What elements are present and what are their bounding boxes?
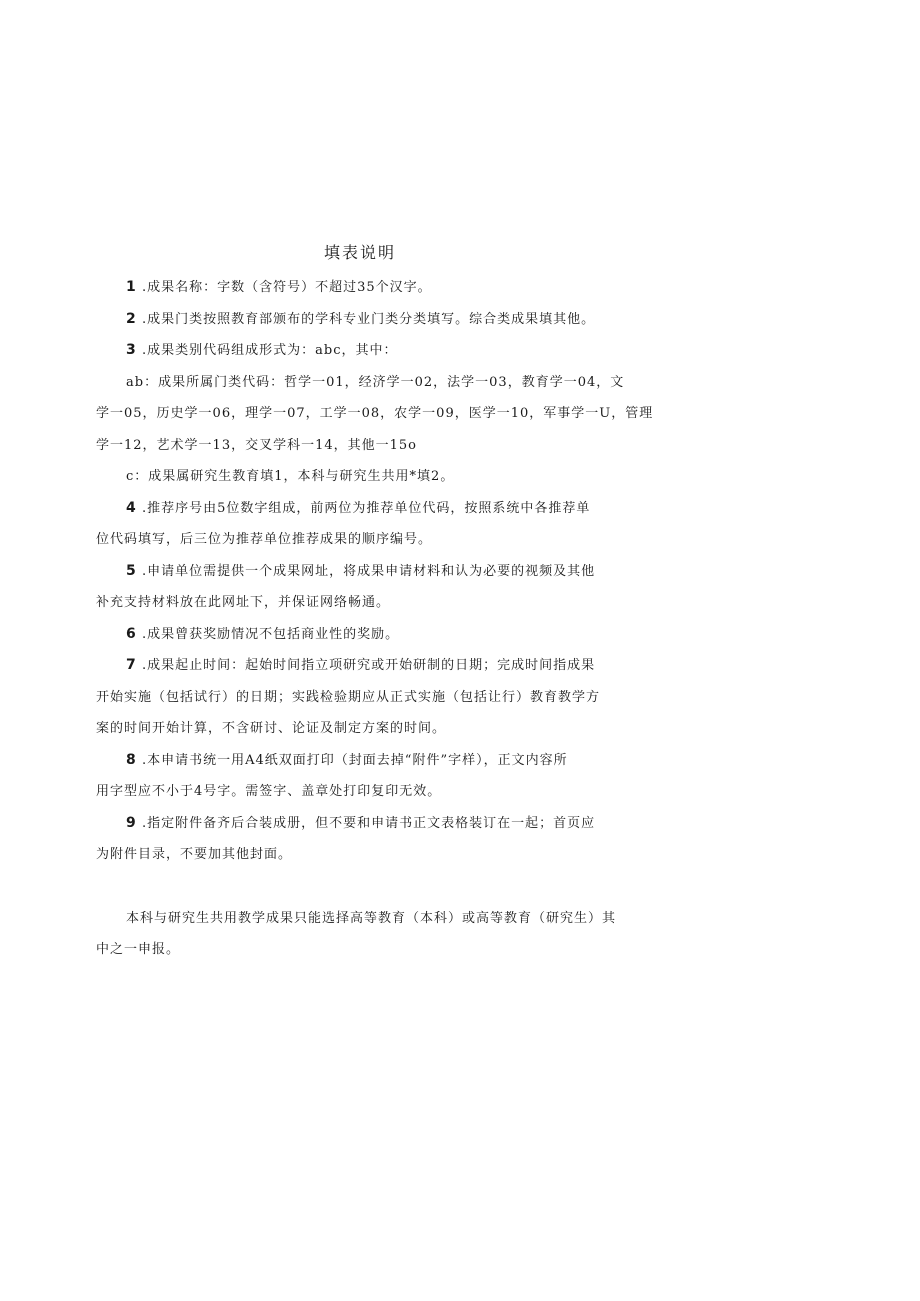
item-text: .成果起止时间：起始时间指立项研究或开始研制的日期；完成时间指成果 — [142, 658, 596, 673]
instruction-item-8 — [96, 745, 642, 808]
item-text: .成果类别代码组成形式为：abc，其中： — [142, 343, 398, 358]
item-text: 学一05，历史学一06，理学一07，工学一08，农学一09，医学一10，军事学一U，管理 — [96, 406, 654, 421]
instruction-item-7 — [96, 650, 642, 745]
item-text: 补充支持材料放在此网址下，并保证网络畅通。 — [96, 595, 391, 610]
item-text: .申请单位需提供一个成果网址，将成果申请材料和认为必要的视频及其他 — [142, 563, 596, 579]
instruction-item-5 — [96, 556, 642, 619]
item-number: 5 — [126, 562, 137, 579]
item-text: 为附件目录，不要加其他封面。 — [96, 847, 293, 862]
instructions-body — [96, 272, 654, 966]
instruction-item-9 — [96, 808, 642, 871]
item-text: ab：成果所属门类代码：哲学一01，经济学一02，法学一03，教育学一04，文 — [126, 374, 625, 390]
footnote — [96, 903, 642, 966]
instruction-item-4 — [96, 493, 642, 556]
instruction-item-6 — [96, 619, 642, 651]
item-text: .指定附件备齐后合装成册，但不要和申请书正文表格装订在一起；首页应 — [142, 815, 596, 831]
item-number: 2 — [126, 310, 137, 327]
item-number: 9 — [126, 814, 137, 831]
item-text: 位代码填写，后三位为推荐单位推荐成果的顺序编号。 — [96, 532, 433, 547]
item-text: 用字型应不小于4号字。需签字、盖章处打印复印无效。 — [96, 784, 442, 799]
instruction-subitem-ab — [96, 367, 654, 462]
item-number: 8 — [126, 751, 137, 768]
item-text: .成果曾获奖励情况不包括商业性的奖励。 — [142, 626, 400, 642]
item-number: 1 — [126, 279, 137, 295]
item-text: 案的时间开始计算，不含研讨、论证及制定方案的时间。 — [96, 721, 447, 736]
item-number: 7 — [126, 657, 137, 673]
instruction-subitem-c — [96, 461, 642, 493]
item-number: 3 — [126, 342, 137, 358]
item-text: 开始实施（包括试行）的日期；实践检验期应从正式实施（包括让行）教育教学方 — [96, 689, 601, 705]
instruction-item-3 — [96, 335, 642, 367]
footnote-text: 中之一申报。 — [96, 942, 181, 957]
instruction-item-1 — [96, 272, 642, 304]
item-text: .成果门类按照教育部颁布的学科专业门类分类填写。综合类成果填其他。 — [142, 311, 596, 327]
item-text: c：成果属研究生教育填1，本科与研究生共用*填2。 — [126, 469, 455, 484]
item-text: 学一12，艺术学一13，交叉学科一14，其他一15o — [96, 437, 417, 453]
item-text: .推荐序号由5位数字组成，前两位为推荐单位代码，按照系统中各推荐单 — [142, 500, 591, 516]
instruction-item-2 — [96, 304, 642, 336]
item-number: 6 — [126, 625, 137, 642]
page-title: 填表说明 — [323, 243, 396, 262]
item-text: .本申请书统一用A4纸双面打印（封面去掉“附件”字样），正文内容所 — [142, 752, 568, 768]
item-number: 4 — [126, 499, 137, 516]
item-text: .成果名称：字数（含符号）不超过35个汉字。 — [142, 280, 432, 295]
footnote-text: 本科与研究生共用教学成果只能选择高等教育（本科）或高等教育（研究生）其 — [126, 910, 617, 926]
